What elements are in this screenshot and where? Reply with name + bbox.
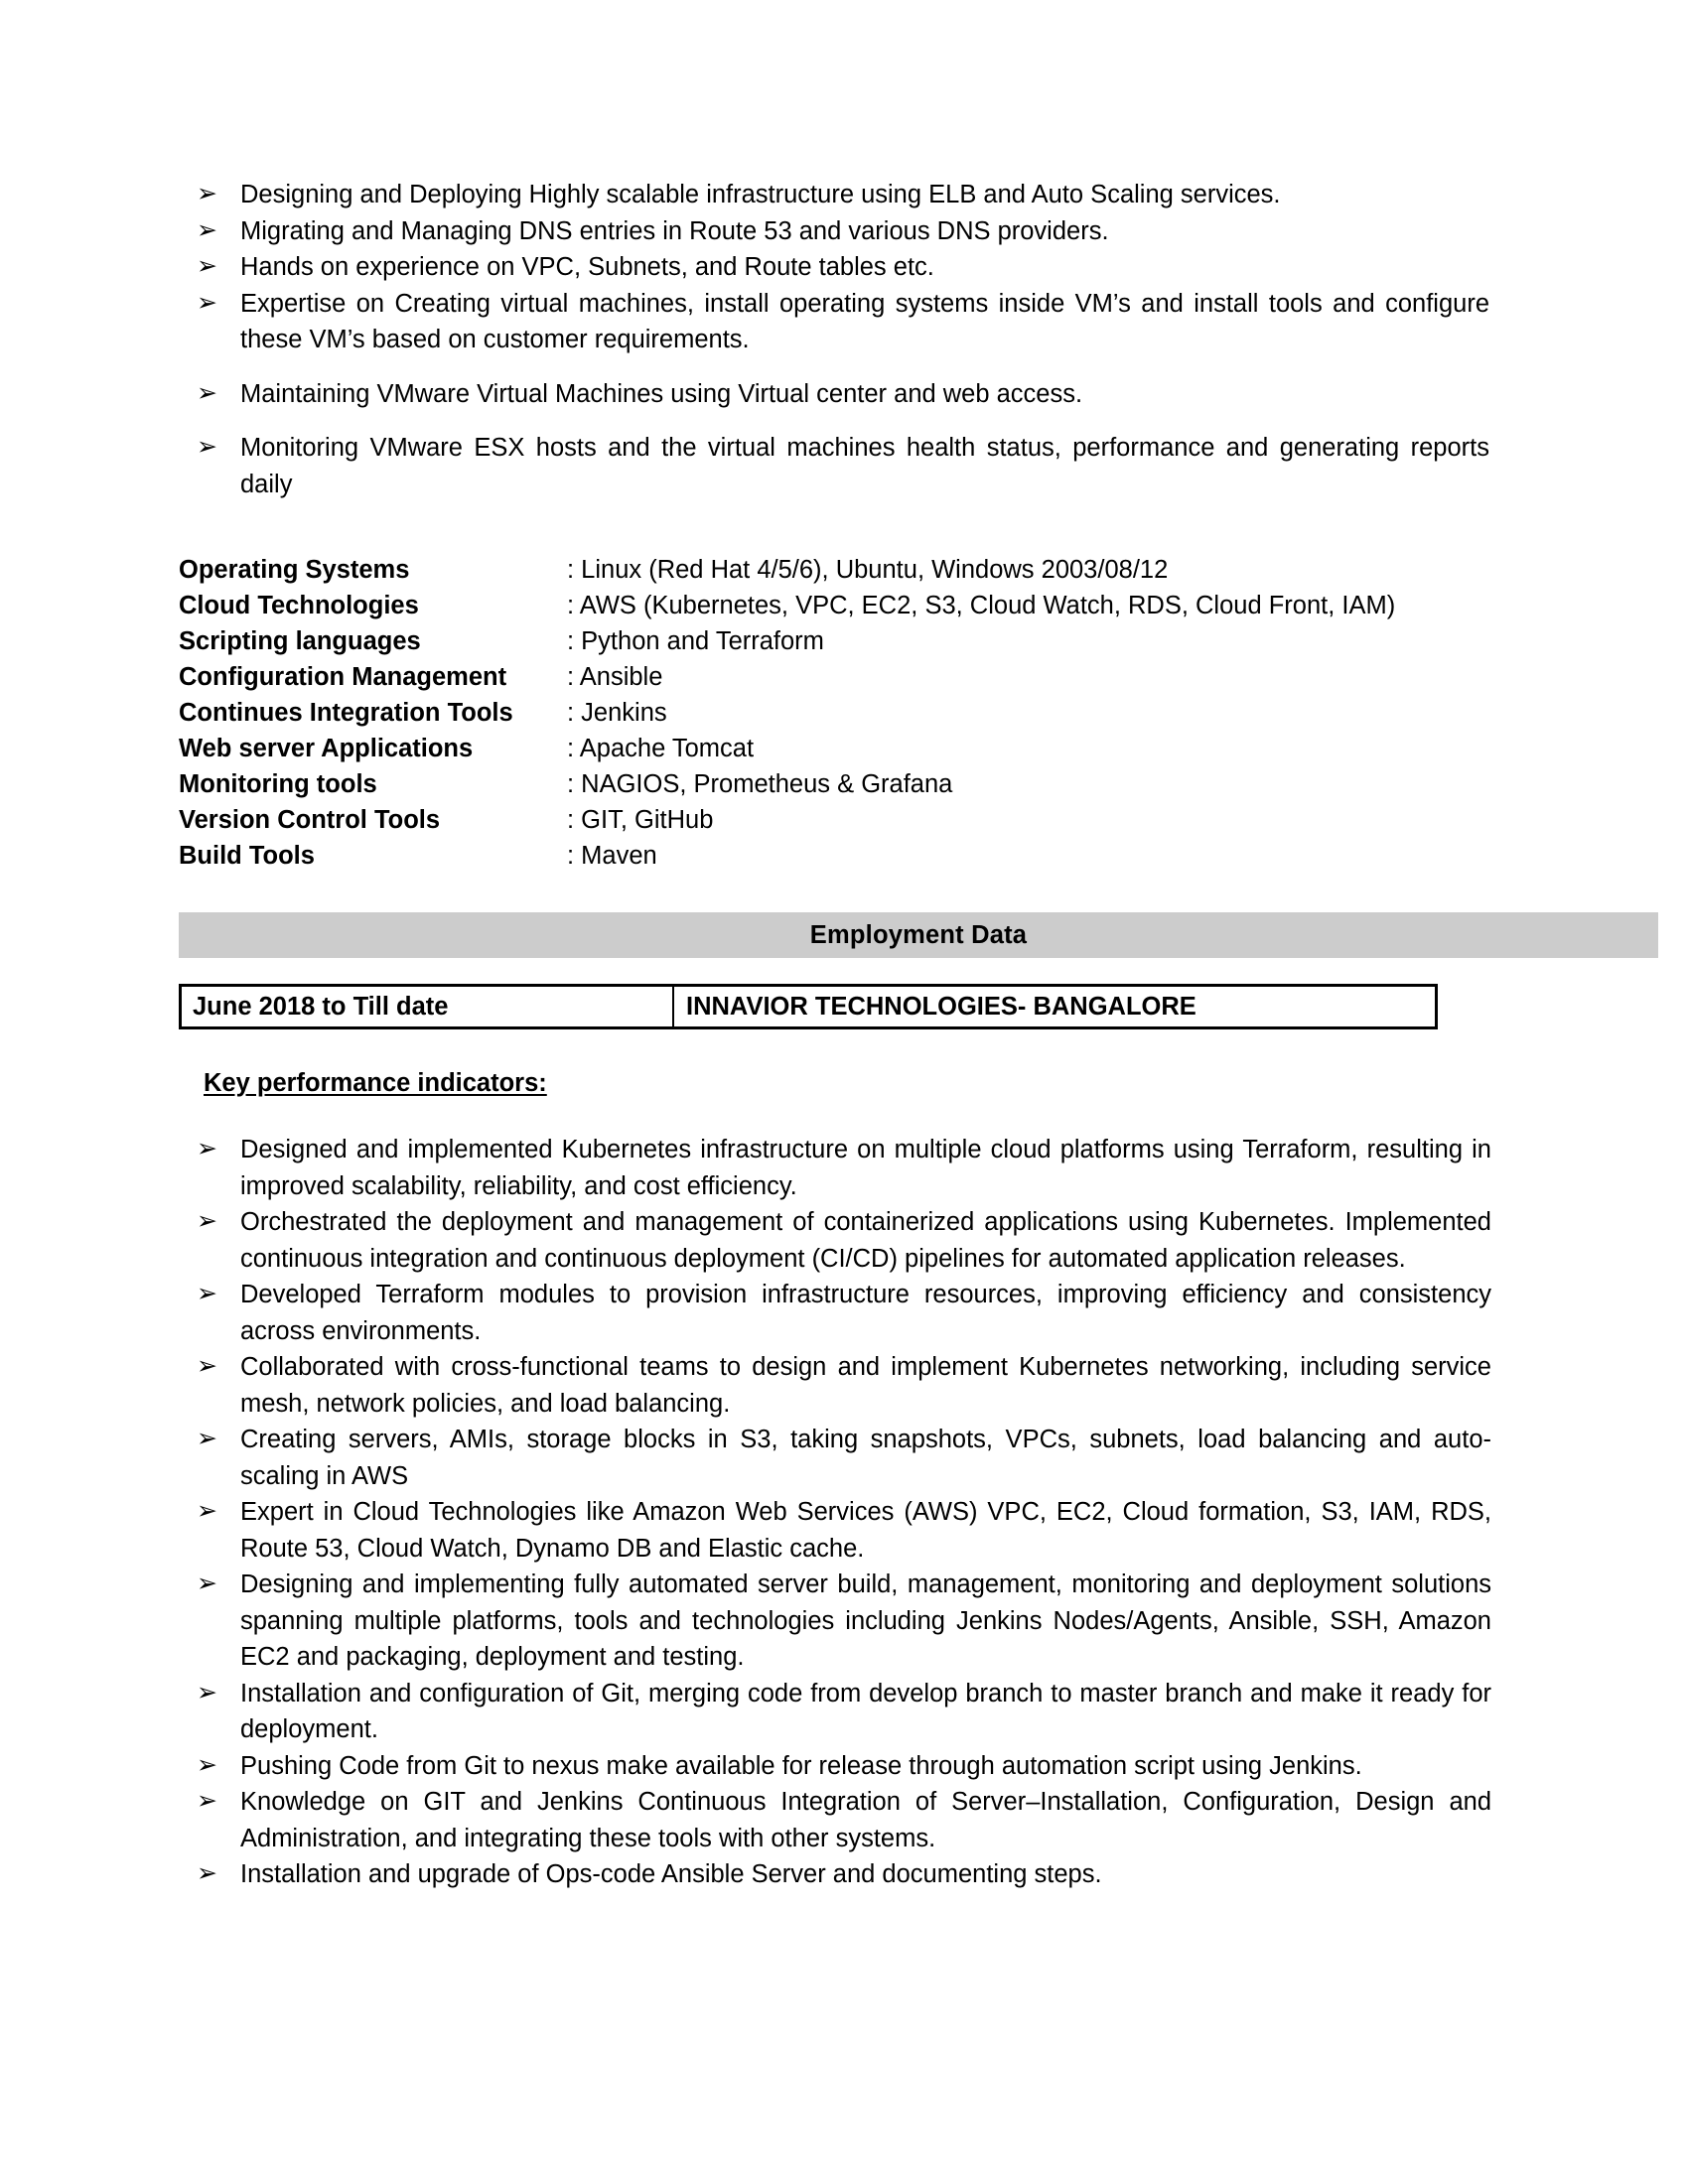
arrow-bullet-icon: ➢ xyxy=(197,1858,217,1887)
skills-row-label: Configuration Management xyxy=(179,663,507,691)
arrow-bullet-icon: ➢ xyxy=(197,251,217,280)
responsibility-item xyxy=(179,177,1489,213)
kpi-item xyxy=(179,1204,1491,1277)
employment-data-banner xyxy=(179,912,1658,958)
skills-row-label: Operating Systems xyxy=(179,556,410,584)
employment-entry-box xyxy=(179,984,1438,1029)
skills-row-value: : Jenkins xyxy=(567,699,667,727)
kpi-text: Designing and implementing fully automated server build, management, monitoring and deployment solutions spanning multiple platforms, tools and technologies including Jenkins Nodes/Agents, Ansible, SSH, Amazon EC2 and packaging, deployment and testing. xyxy=(240,1570,1491,1671)
skills-row xyxy=(179,695,1395,731)
arrow-bullet-icon: ➢ xyxy=(197,1569,217,1597)
employment-dates-cell: June 2018 to Till date xyxy=(182,987,674,1026)
kpi-text: Designed and implemented Kubernetes infrastructure on multiple cloud platforms using Terraform, resulting in improved scalability, reliability, and cost efficiency. xyxy=(240,1136,1491,1200)
kpi-text: Knowledge on GIT and Jenkins Continuous Integration of Server–Installation, Configuration, Design and Administration, and integrating these tools with other systems. xyxy=(240,1788,1491,1852)
skills-row-label: Monitoring tools xyxy=(179,770,377,798)
skills-row-value: : Apache Tomcat xyxy=(567,735,755,762)
arrow-bullet-icon: ➢ xyxy=(197,287,217,317)
skills-row xyxy=(179,731,1395,766)
skills-row-label: Version Control Tools xyxy=(179,806,441,834)
kpi-item xyxy=(179,1277,1491,1349)
skills-row-value: : GIT, GitHub xyxy=(567,806,714,834)
technical-skills-table xyxy=(179,552,1395,874)
skills-row-value: : Maven xyxy=(567,842,657,870)
kpi-item xyxy=(179,1748,1491,1785)
arrow-bullet-icon: ➢ xyxy=(197,1134,217,1162)
skills-row-value: : Python and Terraform xyxy=(567,627,824,655)
kpi-item xyxy=(179,1784,1491,1856)
responsibility-item xyxy=(179,286,1489,358)
arrow-bullet-icon: ➢ xyxy=(197,432,217,461)
responsibility-item xyxy=(179,213,1489,250)
kpi-text: Pushing Code from Git to nexus make available for release through automation script using Jenkins. xyxy=(240,1751,1362,1780)
skills-row-value: : Linux (Red Hat 4/5/6), Ubuntu, Windows 2003/08/12 xyxy=(567,556,1169,584)
skills-row-value: : NAGIOS, Prometheus & Grafana xyxy=(567,770,953,798)
responsibility-item xyxy=(179,430,1489,502)
responsibilities-bullet-list xyxy=(179,177,1489,502)
skills-row-value: : AWS (Kubernetes, VPC, EC2, S3, Cloud Watch, RDS, Cloud Front, IAM) xyxy=(567,592,1396,619)
employment-data-banner-title: Employment Data xyxy=(809,920,1028,949)
skills-and-summary-section xyxy=(179,177,1489,874)
arrow-bullet-icon: ➢ xyxy=(197,1496,217,1525)
arrow-bullet-icon: ➢ xyxy=(197,1677,217,1706)
kpi-item xyxy=(179,1567,1491,1676)
kpi-text: Expert in Cloud Technologies like Amazon Web Services (AWS) VPC, EC2, Cloud formation, S3, IAM, RDS, Route 53, Cloud Watch, Dynamo DB and Elastic cache. xyxy=(240,1498,1491,1563)
kpi-item xyxy=(179,1856,1491,1893)
responsibility-text: Designing and Deploying Highly scalable infrastructure using ELB and Auto Scaling services. xyxy=(240,181,1281,208)
kpi-item xyxy=(179,1676,1491,1748)
arrow-bullet-icon: ➢ xyxy=(197,377,217,407)
skills-row-label: Cloud Technologies xyxy=(179,592,419,619)
responsibility-item xyxy=(179,249,1489,286)
kpi-heading: Key performance indicators: xyxy=(204,1069,547,1097)
employment-company-cell: INNAVIOR TECHNOLOGIES- BANGALORE xyxy=(686,992,1196,1021)
arrow-bullet-icon: ➢ xyxy=(197,1786,217,1815)
responsibility-text: Monitoring VMware ESX hosts and the virtual machines health status, performance and generating reports daily xyxy=(240,434,1489,498)
kpi-text: Developed Terraform modules to provision infrastructure resources, improving efficiency and consistency across environments. xyxy=(240,1281,1491,1345)
kpi-item xyxy=(179,1349,1491,1422)
kpi-bullet-list xyxy=(179,1132,1491,1893)
skills-row xyxy=(179,659,1395,695)
kpi-text: Installation and configuration of Git, merging code from develop branch to master branch and make it ready for deployment. xyxy=(240,1679,1491,1743)
arrow-bullet-icon: ➢ xyxy=(197,1206,217,1235)
responsibility-text: Maintaining VMware Virtual Machines using Virtual center and web access. xyxy=(240,379,1083,408)
responsibility-text: Migrating and Managing DNS entries in Route 53 and various DNS providers. xyxy=(240,216,1109,245)
arrow-bullet-icon: ➢ xyxy=(197,1424,217,1452)
skills-row-label: Web server Applications xyxy=(179,735,474,762)
arrow-bullet-icon: ➢ xyxy=(197,214,217,244)
skills-row xyxy=(179,802,1395,838)
responsibility-item xyxy=(179,376,1489,413)
skills-row-value: : Ansible xyxy=(567,663,663,691)
skills-row xyxy=(179,838,1395,874)
skills-row xyxy=(179,588,1395,623)
skills-row xyxy=(179,552,1395,588)
skills-row xyxy=(179,623,1395,659)
kpi-item xyxy=(179,1422,1491,1494)
kpi-item xyxy=(179,1494,1491,1567)
skills-row-label: Build Tools xyxy=(179,842,315,870)
arrow-bullet-icon: ➢ xyxy=(197,1749,217,1779)
skills-row-label: Scripting languages xyxy=(179,627,421,655)
arrow-bullet-icon: ➢ xyxy=(197,1279,217,1307)
skills-row-label: Continues Integration Tools xyxy=(179,699,513,727)
kpi-text: Orchestrated the deployment and management of containerized applications using Kubernetes. Implemented continuous integration and continuous deployment (CI/CD) pipelines for automated application releases. xyxy=(240,1208,1491,1273)
responsibility-text: Hands on experience on VPC, Subnets, and Route tables etc. xyxy=(240,253,934,281)
kpi-text: Installation and upgrade of Ops-code Ansible Server and documenting steps. xyxy=(240,1860,1102,1888)
arrow-bullet-icon: ➢ xyxy=(197,1351,217,1380)
kpi-item xyxy=(179,1132,1491,1204)
kpi-text: Collaborated with cross-functional teams to design and implement Kubernetes networking, including service mesh, network policies, and load balancing. xyxy=(240,1353,1491,1418)
skills-row xyxy=(179,766,1395,802)
kpi-text: Creating servers, AMIs, storage blocks in S3, taking snapshots, VPCs, subnets, load balancing and auto-scaling in AWS xyxy=(240,1426,1491,1490)
arrow-bullet-icon: ➢ xyxy=(197,179,217,207)
responsibility-text: Expertise on Creating virtual machines, install operating systems inside VM’s and install tools and configure these VM’s based on customer requirements. xyxy=(240,289,1489,353)
